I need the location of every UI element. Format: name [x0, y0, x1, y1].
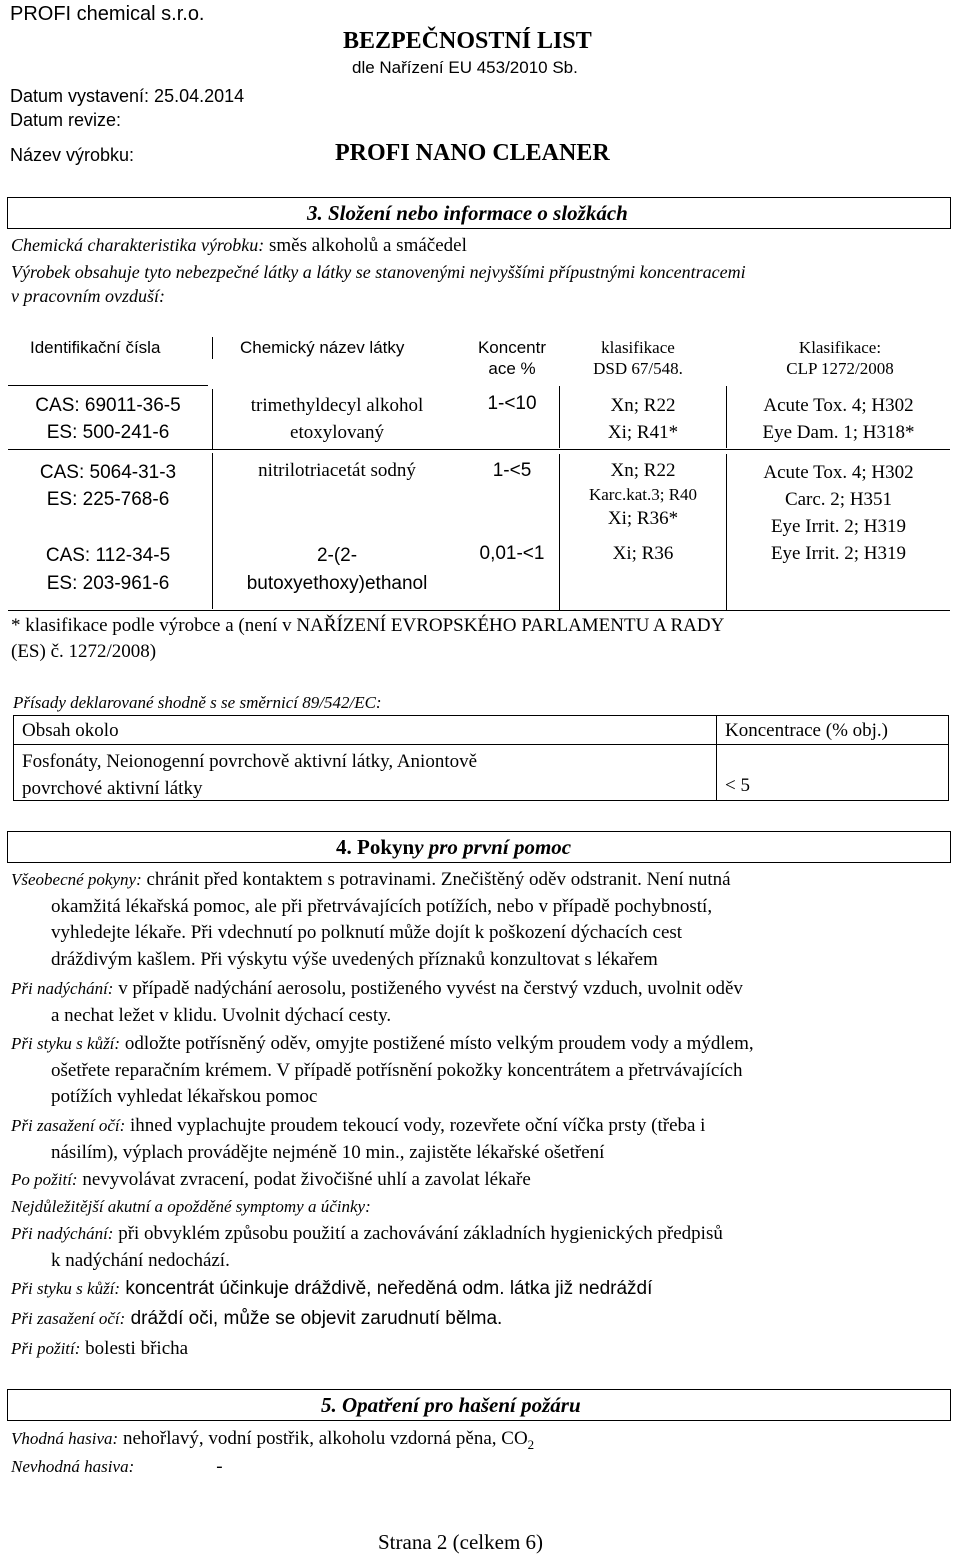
col-header-id: Identifikační čísla: [30, 338, 161, 357]
table-row-2-clp: [727, 459, 950, 540]
table-row-2-id: [8, 459, 208, 513]
footnote-line: * klasifikace podle výrobce a (není v NAŘÍZENÍ EVROPSKÉHO PARLAMENTU A RADY: [11, 615, 725, 636]
general-label: Všeobecné pokyny:: [11, 870, 142, 889]
clp-class: Acute Tox. 4; H302: [763, 462, 914, 483]
additives-label: Přísady deklarované shodně s se směrnicí 89/542/EC:: [13, 693, 382, 712]
symptoms-ingestion: [11, 1336, 951, 1363]
section3-title: 3. Složení nebo informace o složkách: [307, 201, 628, 225]
section4-title: [336, 835, 571, 860]
additives-content: [22, 748, 477, 802]
subscript: 2: [527, 1436, 535, 1452]
table-row-1-name: [212, 392, 462, 446]
product-label: Název výrobku:: [10, 145, 135, 165]
symptoms-skin-text: koncentrát účinkuje dráždivě, neředěná odm. látka již nedráždí: [125, 1278, 653, 1299]
substance-name: etoxylovaný: [290, 422, 384, 443]
clp-class: Eye Dam. 1; H318*: [762, 422, 915, 443]
substance-name: trimethyldecyl alkohol: [250, 395, 424, 416]
additives-line: Fosfonáty, Neionogenní povrchově aktivní látky, Aniontově: [22, 751, 478, 772]
symptoms-inhalation-label: Při nadýchání:: [11, 1224, 114, 1243]
table-row-2-conc: 1-<5: [492, 460, 532, 481]
row-divider: [8, 610, 950, 611]
unsuitable-value: -: [216, 1456, 223, 1477]
cas-number: CAS: 5064-31-3: [39, 462, 177, 483]
clp-header-2: CLP 1272/2008: [786, 359, 894, 378]
additives-col-divider: [716, 715, 717, 800]
first-aid-skin: [11, 1031, 951, 1111]
inhalation-label: Při nadýchání:: [11, 979, 114, 998]
section5-title: 5. Opatření pro hašení požáru: [321, 1393, 581, 1417]
header-divider: [212, 337, 213, 359]
dsd-class: Xn; R22: [610, 460, 676, 481]
clp-class: Carc. 2; H351: [784, 489, 893, 510]
classification-footnote: [11, 613, 724, 665]
ingestion-text: nevyvolávat zvracení, podat živočišné uhlí a zavolat lékaře: [82, 1169, 531, 1190]
inhalation-text: v případě nadýchání aerosolu, postiženého vyvést na čerstvý vzduch, uvolnit oděv: [118, 978, 743, 999]
suitable-label: Vhodná hasiva:: [11, 1429, 119, 1448]
table-row-1-id: [8, 392, 208, 446]
table-row-2-name: nitrilotriacetát sodný: [258, 460, 416, 481]
dsd-header-1: klasifikace: [601, 338, 675, 357]
table-row-3-conc: 0,01-<1: [479, 543, 545, 564]
table-rule: [8, 385, 208, 386]
symptoms-skin-label: Při styku s kůží:: [11, 1279, 121, 1298]
dsd-header-2: DSD 67/548.: [593, 359, 683, 378]
additives-value: < 5: [725, 775, 750, 796]
company-name: PROFI chemical s.r.o.: [10, 3, 205, 25]
clp-class: Acute Tox. 4; H302: [763, 395, 914, 416]
char-label: Chemická charakteristika výrobku:: [11, 235, 265, 255]
unsuitable-label: Nevhodná hasiva:: [11, 1457, 135, 1476]
table-row-2-dsd: [560, 459, 726, 530]
symptoms-inhalation: [11, 1221, 951, 1274]
table-row-3-clp: Eye Irrit. 2; H319: [770, 543, 907, 564]
col-header-dsd: [566, 337, 710, 379]
skin-text: potížích vyhledat lékařskou pomoc: [51, 1086, 318, 1107]
intro-line-2: v pracovním ovzduší:: [11, 286, 165, 306]
additives-header-concentration: Koncentrace (% obj.): [725, 720, 889, 741]
es-number: ES: 225-768-6: [46, 489, 170, 510]
skin-label: Při styku s kůží:: [11, 1034, 121, 1053]
general-text: vyhledejte lékaře. Při vdechnutí po polknutí může dojít k poškození dýchacích cest: [51, 922, 683, 943]
additives-header-content: Obsah okolo: [22, 720, 119, 741]
dsd-class: Karc.kat.3; R40: [588, 485, 698, 504]
suitable-value: nehořlavý, vodní postřik, alkoholu vzdorná pěna, CO: [122, 1428, 528, 1449]
doc-title: BEZPEČNOSTNÍ LIST: [343, 28, 592, 54]
symptoms-label: Nejdůležitější akutní a opožděné symptomy a účinky:: [11, 1197, 371, 1216]
eyes-text: násilím), výplach provádějte nejméně 10 min., zajistěte lékařské ošetření: [51, 1141, 605, 1163]
eyes-text: ihned vyplachujte proudem tekoucí vody, rozevřete oční víčka prsty (třeba i: [130, 1115, 706, 1136]
extinguishing-unsuitable: [11, 1454, 951, 1481]
es-number: ES: 500-241-6: [46, 422, 170, 443]
dsd-class: Xn; R22: [610, 395, 676, 416]
col-header-conc: [462, 337, 562, 379]
conc-header-1: Koncentr: [477, 338, 547, 357]
symptoms-inhalation-text: k nadýchání nedochází.: [51, 1249, 230, 1271]
symptoms-ingestion-label: Při požití:: [11, 1339, 81, 1358]
dsd-class: Xi; R41*: [607, 422, 679, 443]
clp-class: Eye Irrit. 2; H319: [770, 516, 907, 537]
section4-title-part: 4. Pokyn: [336, 835, 415, 859]
col-header-clp: [740, 337, 940, 379]
char-value: směs alkoholů a smáčedel: [269, 235, 467, 256]
dsd-class: Xi; R36*: [607, 508, 679, 529]
symptoms-inhalation-text: při obvyklém způsobu použití a zachovávání základních hygienických předpisů: [118, 1223, 723, 1244]
general-text: dráždivým kašlem. Při výskytu výše uvedených příznaků konzultovat s lékařem: [51, 948, 658, 970]
chemical-characteristic: [11, 234, 467, 257]
clp-header-1: Klasifikace:: [798, 338, 882, 357]
symptoms-heading: [11, 1194, 951, 1221]
cas-number: CAS: 69011-36-5: [35, 395, 181, 416]
substance-name: butoxyethoxy)ethanol: [246, 573, 428, 594]
symptoms-eyes-label: Při zasažení očí:: [11, 1309, 126, 1328]
additives-row-divider: [13, 744, 949, 745]
additives-line: povrchové aktivní látky: [22, 778, 203, 799]
ingestion-label: Po požití:: [11, 1170, 78, 1189]
cas-number: CAS: 112-34-5: [45, 545, 171, 566]
first-aid-general: [11, 867, 951, 973]
table-row-1-clp: [727, 392, 950, 446]
regulation: dle Nařízení EU 453/2010 Sb.: [352, 58, 578, 77]
substance-name: 2-(2-: [316, 545, 358, 566]
revision-date: Datum revize:: [10, 110, 122, 130]
symptoms-eyes: [11, 1306, 951, 1333]
symptoms-skin: [11, 1276, 951, 1303]
first-aid-ingestion: [11, 1167, 951, 1194]
conc-header-2: ace %: [488, 359, 536, 378]
first-aid-eyes: [11, 1113, 951, 1166]
inhalation-text: a nechat ležet v klidu. Uvolnit dýchací cesty.: [51, 1004, 392, 1026]
table-row-1-dsd: [560, 392, 726, 446]
table-row-3-id: [8, 542, 208, 598]
table-row-1-conc: 1-<10: [487, 393, 537, 414]
page-number: Strana 2 (celkem 6): [378, 1530, 544, 1554]
col-header-name: Chemický název látky: [240, 338, 405, 357]
general-text: chránit před kontaktem s potravinami. Znečištěný oděv odstranit. Není nutná: [146, 869, 731, 890]
intro-line-1: Výrobek obsahuje tyto nebezpečné látky a látky se stanovenými nejvyššími přípustnými koncentracemi: [11, 262, 746, 282]
symptoms-eyes-text: dráždí oči, může se objevit zarudnutí bělma.: [130, 1308, 503, 1329]
issue-date: Datum vystavení: 25.04.2014: [10, 86, 245, 106]
first-aid-inhalation: [11, 976, 951, 1029]
eyes-label: Při zasažení očí:: [11, 1116, 126, 1135]
skin-text: ošetřete reparačním krémem. V případě potřísnění pokožky koncentrátem a přetrvávajících: [51, 1059, 743, 1081]
symptoms-ingestion-text: bolesti břicha: [85, 1338, 189, 1359]
table-row-3-name: [212, 542, 462, 598]
es-number: ES: 203-961-6: [46, 573, 170, 594]
general-text: okamžitá lékařská pomoc, ale při přetrvávajících potížích, nebo v případě pochybností,: [51, 895, 713, 917]
table-row-3-dsd: Xi; R36: [612, 543, 674, 564]
footnote-line: (ES) č. 1272/2008): [11, 641, 157, 662]
row-divider: [8, 449, 950, 450]
product-name: PROFI NANO CLEANER: [335, 140, 610, 166]
skin-text: odložte potřísněný oděv, omyjte postižené místo velkým proudem vody a mýdlem,: [124, 1033, 754, 1054]
section4-title-part: y pro první pomoc: [414, 835, 572, 859]
